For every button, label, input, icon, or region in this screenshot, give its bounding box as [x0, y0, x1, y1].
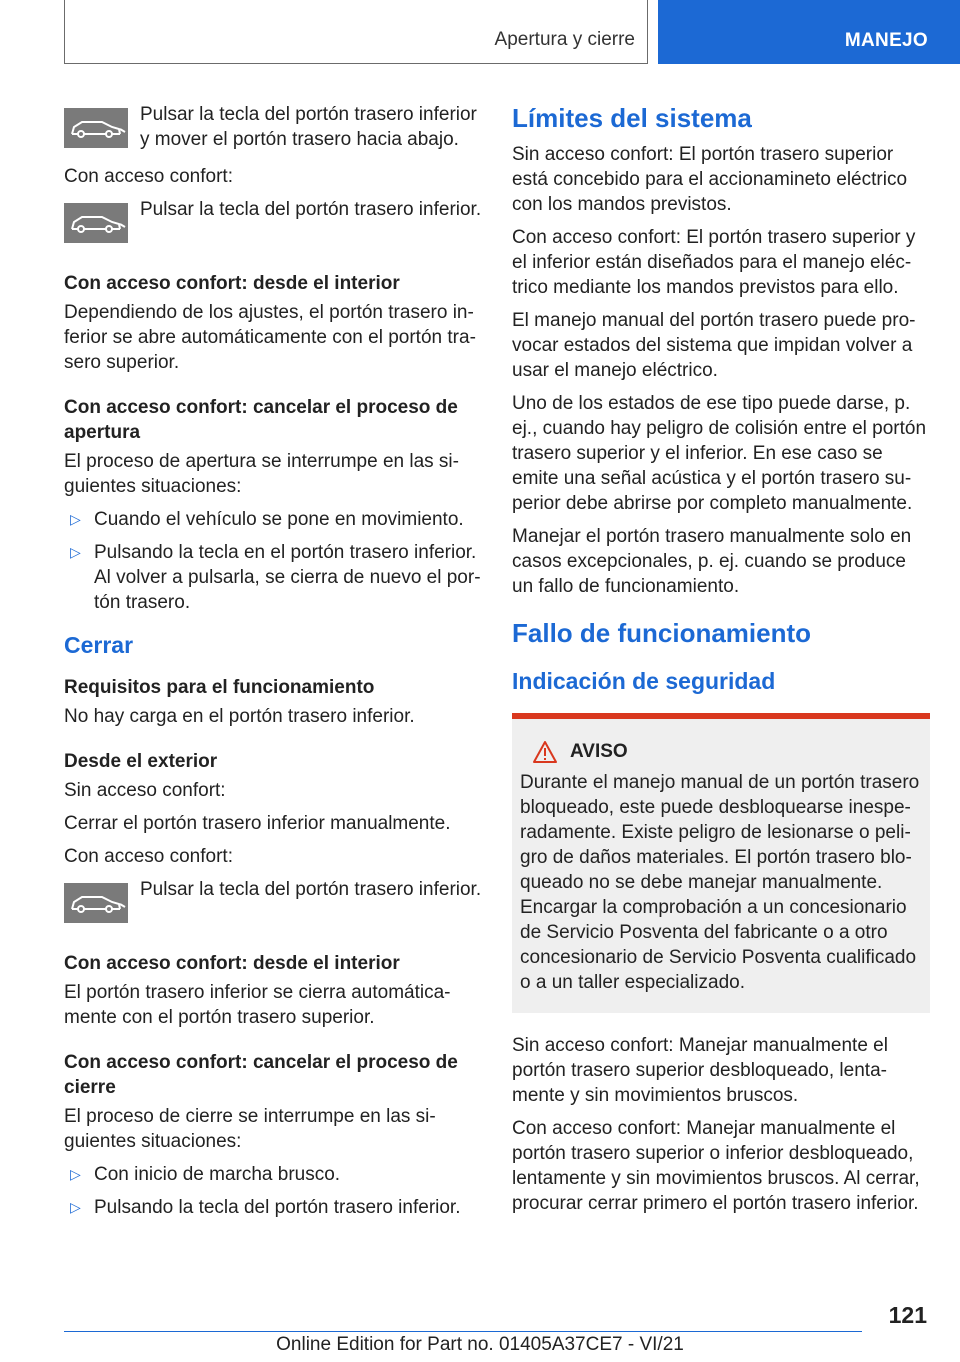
- edition-text: Online Edition for Part no. 01405A37CE7 - VI/21: [276, 1334, 684, 1355]
- triangle-bullet-icon: ▷: [70, 511, 81, 527]
- footer: [0, 1334, 960, 1356]
- instruction-close-lower: [64, 877, 482, 931]
- heading-requirements: Requisitos para el funcionamiento: [64, 677, 375, 698]
- tailgate-car-icon: [64, 108, 128, 148]
- section-tab: [64, 0, 648, 64]
- instruction-press-lower: [64, 197, 482, 251]
- warning-box: [512, 713, 930, 1013]
- heading-exterior: Desde el exterior: [64, 751, 218, 772]
- left-column: [64, 102, 482, 1228]
- heading-cancel-close: Con acceso confort: cancelar el proceso de cierre: [64, 1052, 458, 1098]
- heading-system-limits: Límites del sistema: [512, 103, 752, 133]
- tailgate-car-icon: [64, 203, 128, 243]
- footer-divider: [64, 1331, 862, 1332]
- paragraph: El portón trasero inferior se cierra automáticamente con el portón trasero superior.: [64, 982, 451, 1028]
- list-item: ▷ Con inicio de marcha brusco.: [70, 1164, 341, 1185]
- paragraph: El manejo manual del portón trasero puede provocar estados del sistema que impidan volver a usar el manejo eléctrico.: [512, 310, 916, 381]
- paragraph: El proceso de apertura se interrumpe en las siguientes situaciones:: [64, 451, 459, 497]
- bullet-list-close: [64, 1162, 482, 1220]
- paragraph: Uno de los estados de ese tipo puede darse, p. ej., cuando hay peligro de colisión entre el portón trasero superior y el inferior. En ese caso se emite una señal acústica y el portón trasero superior debe abrirse por completo manualmente.: [512, 393, 927, 514]
- paragraph: Manejar el portón trasero manualmente solo en casos excepcionales, p. ej. cuando se produce un fallo de funcionamiento.: [512, 526, 912, 597]
- page-header: [0, 0, 960, 66]
- right-column: [512, 102, 930, 1224]
- instruction-text: Pulsar la tecla del portón trasero inferior.: [140, 879, 482, 900]
- instruction-text: Pulsar la tecla del portón trasero inferior.: [140, 199, 482, 220]
- warning-label: AVISO: [570, 741, 628, 762]
- warning-triangle-icon: [532, 740, 558, 764]
- bullet-list-open: [64, 507, 482, 615]
- chapter-tab: [658, 0, 960, 64]
- comfort-label: Con acceso confort:: [64, 166, 233, 187]
- paragraph: No hay carga en el portón trasero inferior.: [64, 706, 415, 727]
- page-number: 121: [888, 1302, 927, 1328]
- instruction-open-lower: [64, 102, 482, 156]
- paragraph: Sin acceso confort: Manejar manualmente el portón trasero superior desbloqueado, lentamente y sin movimientos bruscos.: [512, 1035, 888, 1106]
- section-heading-close: Cerrar: [64, 632, 134, 658]
- triangle-bullet-icon: ▷: [70, 1199, 81, 1215]
- tailgate-car-icon: [64, 883, 128, 923]
- instruction-text: Pulsar la tecla del portón trasero inferior y mover el portón trasero hacia abajo.: [140, 104, 477, 150]
- heading-safety-note: Indicación de seguridad: [512, 668, 776, 694]
- paragraph: El proceso de cierre se interrumpe en las siguientes situaciones:: [64, 1106, 436, 1152]
- triangle-bullet-icon: ▷: [70, 1166, 81, 1182]
- warning-text: Durante el manejo manual de un portón trasero bloqueado, este puede desbloquearse inesperadamente. Existe peligro de lesionarse o peligro de daños materiales. El portón trasero bloqueado no se debe manejar manualmente. Encargar la comprobación a un concesionario de Servicio Posventa del fabricante o a otro concesionario de Servicio Posventa cualificado o a un taller especializado.: [520, 772, 920, 993]
- paragraph: Sin acceso confort:: [64, 780, 226, 801]
- paragraph: Con acceso confort: El portón trasero superior y el inferior están diseñados para el manejo eléctrico mediante los mandos previstos para ello.: [512, 227, 916, 298]
- paragraph: Con acceso confort: Manejar manualmente el portón trasero superior o inferior desbloqueado, lentamente y sin movimientos bruscos. Al cerrar, procurar cerrar primero el portón trasero inferior.: [512, 1118, 920, 1214]
- heading-interior-close: Con acceso confort: desde el interior: [64, 953, 400, 974]
- paragraph: Dependiendo de los ajustes, el portón trasero inferior se abre automáticamente con el portón trasero superior.: [64, 302, 476, 373]
- paragraph: Sin acceso confort: El portón trasero superior está concebido para el accionamineto eléctrico con los mandos previstos.: [512, 144, 908, 215]
- heading-interior-open: Con acceso confort: desde el interior: [64, 273, 400, 294]
- comfort-label: Con acceso confort:: [64, 846, 233, 867]
- triangle-bullet-icon: ▷: [70, 544, 81, 560]
- heading-cancel-open: Con acceso confort: cancelar el proceso de apertura: [64, 397, 458, 443]
- list-item: ▷ Pulsando la tecla del portón trasero inferior.: [70, 1197, 461, 1218]
- list-item: ▷ Pulsando la tecla en el portón trasero inferior. Al volver a pulsarla, se cierra de nuevo el portón trasero.: [70, 542, 481, 613]
- paragraph: Cerrar el portón trasero inferior manualmente.: [64, 813, 451, 834]
- section-title: Apertura y cierre: [494, 29, 635, 50]
- chapter-title: MANEJO: [844, 30, 928, 51]
- list-item: ▷ Cuando el vehículo se pone en movimiento.: [70, 509, 464, 530]
- heading-malfunction: Fallo de funcionamiento: [512, 618, 812, 648]
